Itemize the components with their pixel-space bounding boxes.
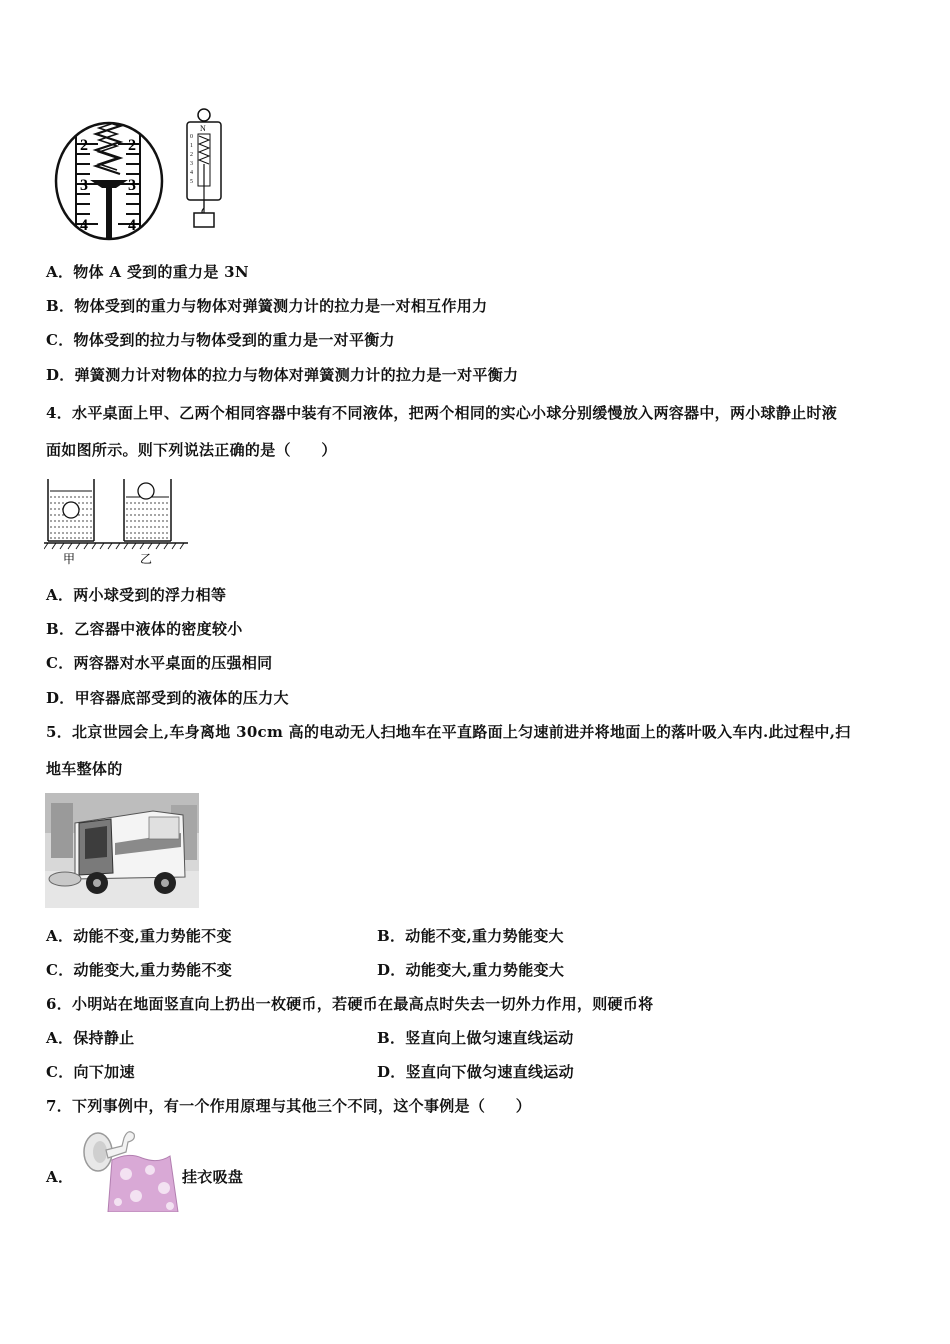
q3-option-a: A．物体 A 受到的重力是 3N <box>46 263 249 281</box>
q5-option-a: A．动能不变,重力势能不变 <box>46 927 232 945</box>
zoom-tick-right-2: 2 <box>128 137 136 154</box>
q7-option-a-letter: A． <box>46 1168 74 1186</box>
q6-option-c: C．向下加速 <box>46 1063 135 1081</box>
q5-option-b: B．动能不变,重力势能变大 <box>377 927 564 945</box>
q3-option-d: D．弹簧测力计对物体的拉力与物体对弹簧测力计的拉力是一对平衡力 <box>46 366 519 384</box>
container-label-jia: 甲 <box>63 552 76 566</box>
q5-option-d: D．动能变大,重力势能变大 <box>377 961 565 979</box>
q6-option-b: B．竖直向上做匀速直线运动 <box>377 1029 574 1047</box>
q4-option-a: A．两小球受到的浮力相等 <box>46 586 227 604</box>
q6-option-d: D．竖直向下做匀速直线运动 <box>377 1063 574 1081</box>
scale-tick-1: 1 <box>190 143 193 149</box>
scale-tick-4: 4 <box>190 170 193 176</box>
q4-option-d: D．甲容器底部受到的液体的压力大 <box>46 689 289 707</box>
q5-stem-line2: 地车整体的 <box>46 760 123 778</box>
q5-stem-line1: 5．北京世园会上,车身离地 30cm 高的电动无人扫地车在平直路面上匀速前进并将地面上的落叶吸入车内.此过程中,扫 <box>46 723 851 741</box>
sweeper-vehicle-photo <box>45 793 199 908</box>
q4-option-c: C．两容器对水平桌面的压强相同 <box>46 654 273 672</box>
scale-unit-label: N <box>200 124 206 133</box>
zoom-tick-left-2: 2 <box>80 137 88 154</box>
q3-option-c: C．物体受到的拉力与物体受到的重力是一对平衡力 <box>46 331 395 349</box>
q4-option-b: B．乙容器中液体的密度较小 <box>46 620 243 638</box>
q7-stem: 7．下列事例中，有一个作用原理与其他三个不同，这个事例是（ ） <box>46 1097 532 1115</box>
scale-tick-2: 2 <box>190 152 193 158</box>
containers-figure <box>44 477 194 569</box>
q3-option-b: B．物体受到的重力与物体对弹簧测力计的拉力是一对相互作用力 <box>46 297 488 315</box>
scale-tick-0: 0 <box>190 134 193 140</box>
spring-scale-figure <box>54 106 234 246</box>
scale-tick-5: 5 <box>190 179 193 185</box>
scale-tick-3: 3 <box>190 161 193 167</box>
q5-option-c: C．动能变大,重力势能不变 <box>46 961 233 979</box>
zoom-tick-right-4: 4 <box>128 217 136 234</box>
q6-stem: 6．小明站在地面竖直向上扔出一枚硬币，若硬币在最高点时失去一切外力作用，则硬币将 <box>46 995 654 1013</box>
suction-cup-hook-image <box>78 1126 182 1212</box>
q6-option-a: A．保持静止 <box>46 1029 135 1047</box>
zoom-tick-right-3: 3 <box>128 177 136 194</box>
zoom-tick-left-4: 4 <box>80 217 88 234</box>
container-label-yi: 乙 <box>140 552 153 566</box>
q4-stem-line2: 面如图所示。则下列说法正确的是（ ） <box>46 441 337 459</box>
q7-option-a-text: 挂衣吸盘 <box>182 1168 244 1186</box>
zoom-tick-left-3: 3 <box>80 177 88 194</box>
q4-stem-line1: 4．水平桌面上甲、乙两个相同容器中装有不同液体，把两个相同的实心小球分别缓慢放入两容器中，两小球静止时液 <box>46 404 838 422</box>
